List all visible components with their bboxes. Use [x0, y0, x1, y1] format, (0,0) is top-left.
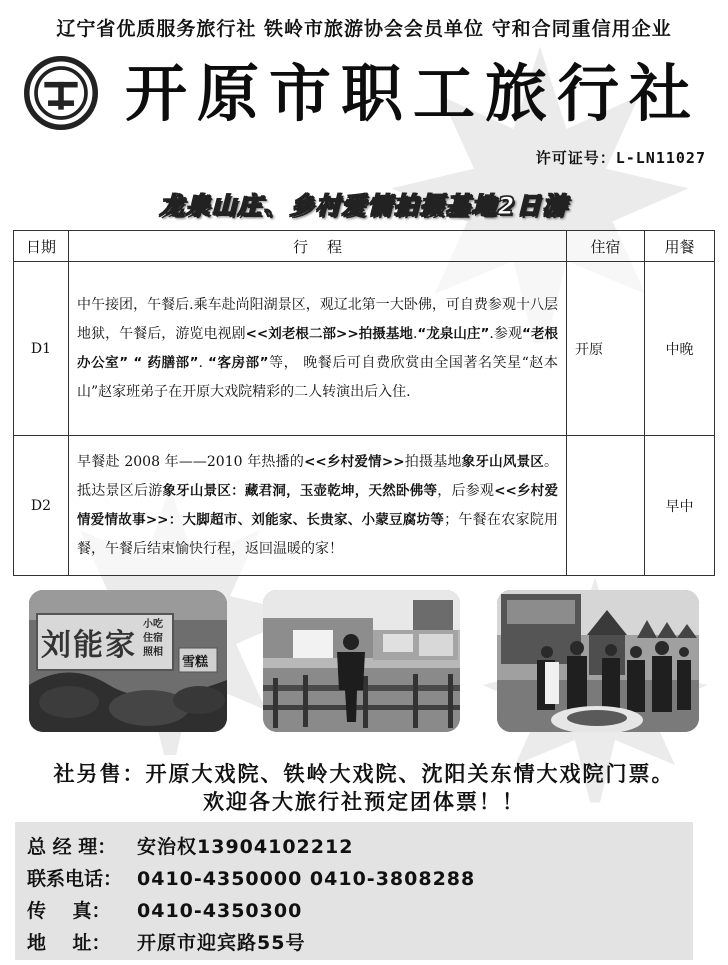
photo-liu-neng-house [29, 590, 227, 732]
itinerary-highlight: 象牙山风景区 [461, 453, 545, 470]
itinerary-highlight: <<乡村爱情爱情故事>>：大脚超市、刘能家、长贵家、小蒙豆腐坊等 [77, 482, 559, 528]
ticket-promo-line2: 欢迎各大旅行社预定团体票！！ [203, 790, 525, 814]
contact-address [27, 928, 305, 955]
table-row-d1 [14, 262, 715, 436]
itinerary-text: 等， 晚餐后可自费欣赏由全国著名笑星“赵本山”赵家班弟子在开原大戏院精彩的二人转演出后入住. [77, 354, 558, 400]
contact-fax [27, 896, 302, 923]
sign-services: 小吃 住宿 照相 [143, 619, 163, 658]
ticket-promo-line1: 社另售：开原大戏院、铁岭大戏院、沈阳关东情大戏院门票。 [53, 762, 675, 786]
fax-value: 0410-4350300 [137, 900, 303, 922]
itinerary-table [13, 230, 715, 576]
phone-label: 联系电话： [27, 868, 123, 890]
itinerary-text: . [412, 325, 418, 342]
top-banner: 辽宁省优质服务旅行社 铁岭市旅游协会会员单位 守和合同重信用企业 [56, 18, 672, 40]
stay-cell [567, 436, 645, 576]
license-number: 许可证号：L-LN11027 [535, 149, 706, 167]
itinerary-text: . [198, 354, 209, 371]
itinerary-text: ；午餐在农家院用餐，午餐后结束愉快行程，返回温暖的家！ [77, 511, 559, 557]
itinerary-text: ，后参观 [437, 482, 495, 499]
route-title: 龙泉山庄、乡村爱情拍摄基地2日游 [159, 192, 569, 220]
itinerary-highlight: “客房部” [208, 354, 269, 371]
manager-value: 安治权13904102212 [137, 836, 354, 858]
contact-phone [27, 864, 475, 891]
header-meal: 用餐 [645, 231, 715, 262]
day-cell: D1 [14, 262, 69, 436]
itinerary-highlight: <<乡村爱情>> [304, 453, 405, 470]
itinerary-text: 。抵达景区后游 [77, 453, 559, 499]
header-itinerary: 行 程 [69, 231, 567, 262]
itinerary-highlight: “老根办公室” “ 药膳部” [77, 325, 559, 371]
header-stay: 住宿 [567, 231, 645, 262]
table-row-d2 [14, 436, 715, 576]
sign-liu-neng-jia: 刘能家 [41, 628, 137, 663]
fax-label: 传 真： [27, 900, 111, 922]
meal-cell: 中晚 [645, 262, 715, 436]
phone-value: 0410-4350000 0410-3808288 [137, 868, 476, 890]
header-day: 日期 [14, 231, 69, 262]
meal-cell: 早中 [645, 436, 715, 576]
contact-box [15, 822, 693, 960]
manager-label: 总 经 理： [27, 836, 117, 858]
itinerary-highlight: “龙泉山庄” [417, 325, 490, 342]
itinerary-text: 中午接团，午餐后.乘车赴尚阳湖景区，观辽北第一大卧佛，可自费参观十八层地狱，午餐后，游览电视剧 [77, 296, 558, 342]
itinerary-highlight: 象牙山景区：藏君洞，玉壶乾坤，天然卧佛等 [162, 482, 438, 499]
itinerary-text: 拍摄基地 [404, 453, 462, 470]
photo-village-scene [263, 590, 460, 732]
itinerary-cell [69, 262, 567, 436]
itinerary-cell [69, 436, 567, 576]
contact-manager [27, 832, 353, 859]
photo-event-stage [497, 590, 699, 732]
table-header-row [14, 231, 715, 262]
itinerary-text: .参观 [489, 325, 523, 342]
agency-name: 开原市职工旅行社 [124, 57, 701, 130]
day-cell: D2 [14, 436, 69, 576]
union-logo-icon [24, 56, 98, 130]
address-value: 开原市迎宾路55号 [137, 932, 306, 954]
sign-ice-cream: 雪糕 [182, 655, 209, 670]
address-label: 地 址： [27, 932, 111, 954]
stay-cell: 开原 [567, 262, 645, 436]
itinerary-text: 早餐赴 2008 年——2010 年热播的 [77, 453, 305, 470]
itinerary-highlight: <<刘老根二部>>拍摄基地 [245, 325, 413, 342]
